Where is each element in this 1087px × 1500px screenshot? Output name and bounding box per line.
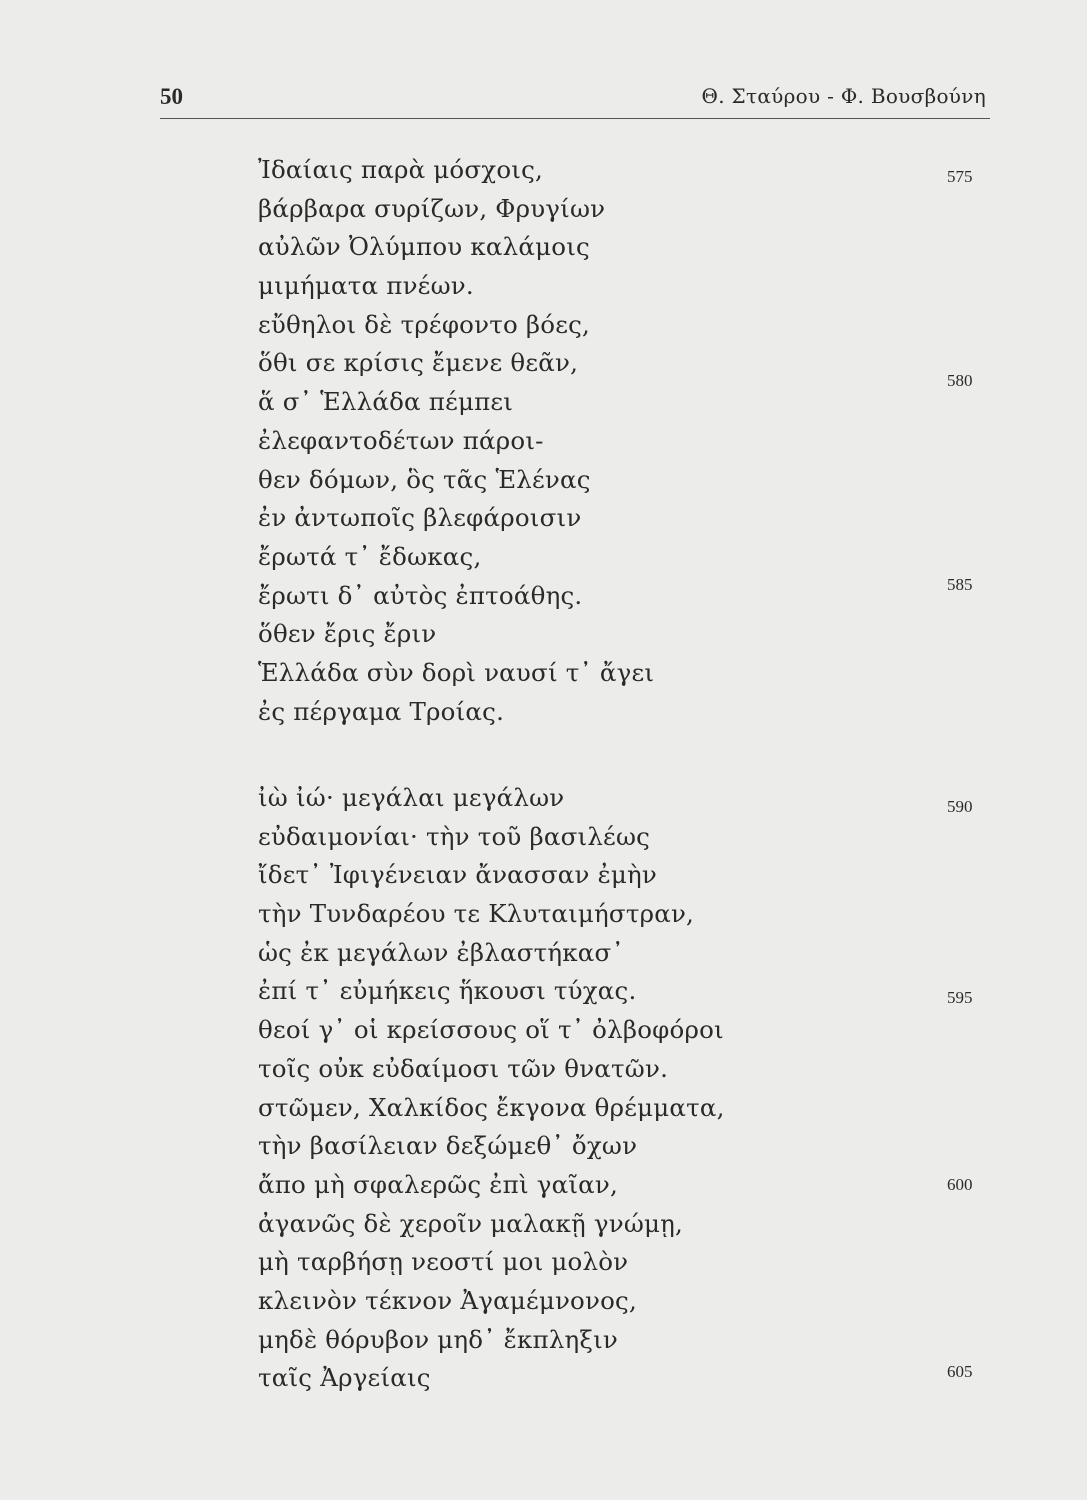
- verse-line: εὐδαιμονίαι· τὴν τοῦ βασιλέως: [258, 821, 651, 851]
- line-number: 580: [947, 371, 973, 390]
- verse-line: τὴν Τυνδαρέου τε Κλυταιμήστραν,: [258, 899, 695, 929]
- verse-line: θεν δόμων, ὃς τᾶς Ἑλένας: [258, 464, 591, 494]
- verse-line: εὔθηλοι δὲ τρέφοντο βόες,: [258, 309, 591, 339]
- verse-line: Ἑλλάδα σὺν δορὶ ναυσί τ᾽ ἄγει: [258, 657, 655, 687]
- verse-line: τὴν βασίλειαν δεξώμεθ᾽ ὄχων: [258, 1131, 638, 1161]
- verse-line: ταῖς Ἀργείαις: [258, 1363, 431, 1393]
- verse-line: ὡς ἐκ μεγάλων ἐβλαστήκασ᾽: [258, 937, 624, 967]
- verse-line: ἔρωτά τ᾽ ἔδωκας,: [258, 541, 482, 571]
- verse-line: τοῖς οὐκ εὐδαίμοσι τῶν θνατῶν.: [258, 1053, 669, 1083]
- verse-line: ἔρωτι δ᾽ αὐτὸς ἐπτοάθης.: [258, 580, 583, 610]
- verse-line: μὴ ταρβήσῃ νεοστί μοι μολὸν: [258, 1247, 629, 1277]
- verse-line: ὅθεν ἔρις ἔριν: [258, 619, 437, 649]
- verse-line: ἰὼ ἰώ· μεγάλαι μεγάλων: [258, 783, 565, 812]
- line-number: 605: [947, 1362, 973, 1381]
- line-number: 585: [947, 575, 973, 594]
- verse-line: αὐλῶν Ὀλύμπου καλάμοις: [258, 232, 590, 262]
- verse-line: μηδὲ θόρυβον μηδ᾽ ἔκπληξιν: [258, 1324, 619, 1354]
- verse-stanza-1: [258, 151, 654, 731]
- verse-stanza-2: [258, 779, 725, 1398]
- line-number: 575: [947, 167, 973, 186]
- verse-line: ἐπί τ᾽ εὐμήκεις ἥκουσι τύχας.: [258, 976, 637, 1006]
- verse-line: θεοί γ᾽ οἱ κρείσσους οἵ τ᾽ ὀλβοφόροι: [258, 1015, 724, 1045]
- verse-line: ἄπο μὴ σφαλερῶς ἐπὶ γαῖαν,: [258, 1169, 618, 1199]
- verse-line: Ἰδαίαις παρὰ μόσχοις,: [258, 155, 544, 184]
- verse-line: μιμήματα πνέων.: [258, 271, 474, 301]
- verse-line: ἐν ἀντωποῖς βλεφάροισιν: [258, 503, 582, 533]
- verse-line: ἴδετ᾽ Ἰφιγένειαν ἄνασσαν ἐμὴν: [258, 860, 658, 890]
- verse-line: ὅθι σε κρίσις ἔμενε θεᾶν,: [258, 348, 579, 378]
- verse-line: στῶμεν, Χαλκίδος ἔκγονα θρέμματα,: [258, 1092, 725, 1122]
- line-number: 600: [947, 1175, 973, 1194]
- verse-line: ἀγανῶς δὲ χεροῖν μαλακῇ γνώμῃ,: [258, 1208, 684, 1238]
- verse-line: βάρβαρα συρίζων, Φρυγίων: [258, 193, 606, 223]
- verse-line: ἐς πέργαμα Τροίας.: [258, 696, 505, 726]
- verse-line: ἅ σ᾽ Ἑλλάδα πέμπει: [258, 387, 514, 417]
- page-header: [160, 78, 990, 119]
- verse-line: κλεινὸν τέκνον Ἀγαμέμνονος,: [258, 1285, 637, 1315]
- running-head: Θ. Σταύρου - Φ. Βουσβούνη: [701, 84, 986, 108]
- line-number: 595: [947, 988, 973, 1007]
- line-number: 590: [947, 797, 973, 816]
- verse-line: ἐλεφαντοδέτων πάροι-: [258, 425, 544, 455]
- page-number: 50: [160, 84, 183, 109]
